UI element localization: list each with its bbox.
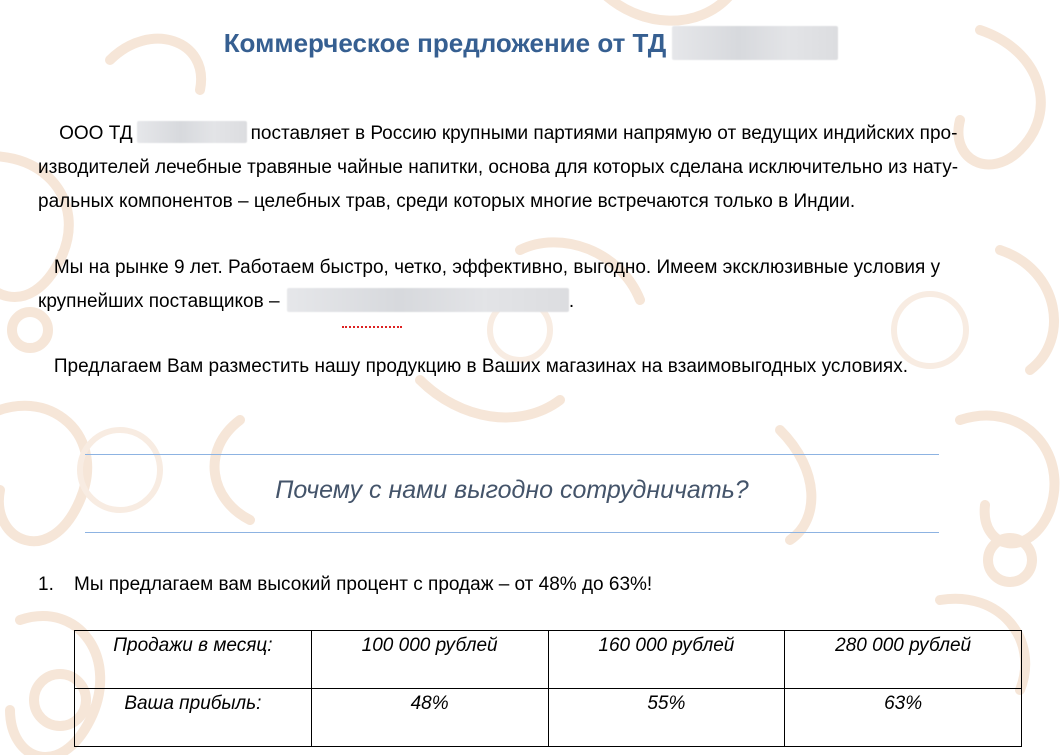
redacted-suppliers	[287, 288, 569, 312]
table-cell: 63%	[785, 689, 1022, 747]
table-cell: 100 000 рублей	[311, 631, 548, 689]
title-text: Коммерческое предложение от ТД	[223, 28, 667, 58]
intro-prefix: ООО ТД	[59, 123, 133, 144]
intro-suffix: поставляет в Россию крупными партиями напрямую от ведущих индийских про-	[250, 123, 958, 144]
market-paragraph	[38, 251, 1028, 319]
market-line-1-text: Мы на рынке 9 лет. Работаем быстро, четко, эффективно, выгодно. Имеем эксклюзивные условия у	[53, 257, 941, 278]
page-title	[0, 28, 1062, 62]
table-cell: Ваша прибыль:	[75, 689, 312, 747]
section-heading: Почему с нами выгодно сотрудничать?	[275, 476, 749, 504]
table-cell: 160 000 рублей	[548, 631, 785, 689]
table-row	[75, 689, 1022, 747]
benefit-list-item	[38, 570, 652, 600]
table-cell: 280 000 рублей	[785, 631, 1022, 689]
offer-text: Предлагаем Вам разместить нашу продукцию в Ваших магазинах на взаимовыгодных условиях.	[53, 356, 908, 377]
intro-line-2: изводителей лечебные травяные чайные напитки, основа для которых сделана исключительно из нату-	[38, 157, 959, 178]
table-row	[75, 631, 1022, 689]
redacted-company-name	[137, 121, 247, 143]
intro-line-3: ральных компонентов – целебных трав, среди которых многие встречаются только в Индии.	[38, 191, 856, 212]
offer-paragraph	[38, 350, 1028, 384]
list-item-text: Мы предлагаем вам высокий процент с продаж – от 48% до 63%!	[74, 574, 653, 595]
list-number: 1.	[38, 574, 54, 595]
redacted-company-name	[672, 26, 838, 60]
market-line-1	[38, 251, 1028, 285]
market-prefix: крупнейших поставщиков –	[38, 291, 280, 312]
section-divider-top	[85, 454, 939, 455]
spellcheck-underline	[342, 326, 402, 328]
section-divider-bottom	[85, 532, 939, 533]
profit-table	[74, 630, 1022, 747]
market-suffix: .	[568, 291, 575, 312]
market-line-2	[38, 285, 1028, 319]
table-cell: 55%	[548, 689, 785, 747]
table-cell: 48%	[311, 689, 548, 747]
table-cell: Продажи в месяц:	[75, 631, 312, 689]
intro-line-1	[38, 117, 1028, 151]
offer-line	[38, 350, 1028, 384]
intro-paragraph	[38, 117, 1028, 219]
